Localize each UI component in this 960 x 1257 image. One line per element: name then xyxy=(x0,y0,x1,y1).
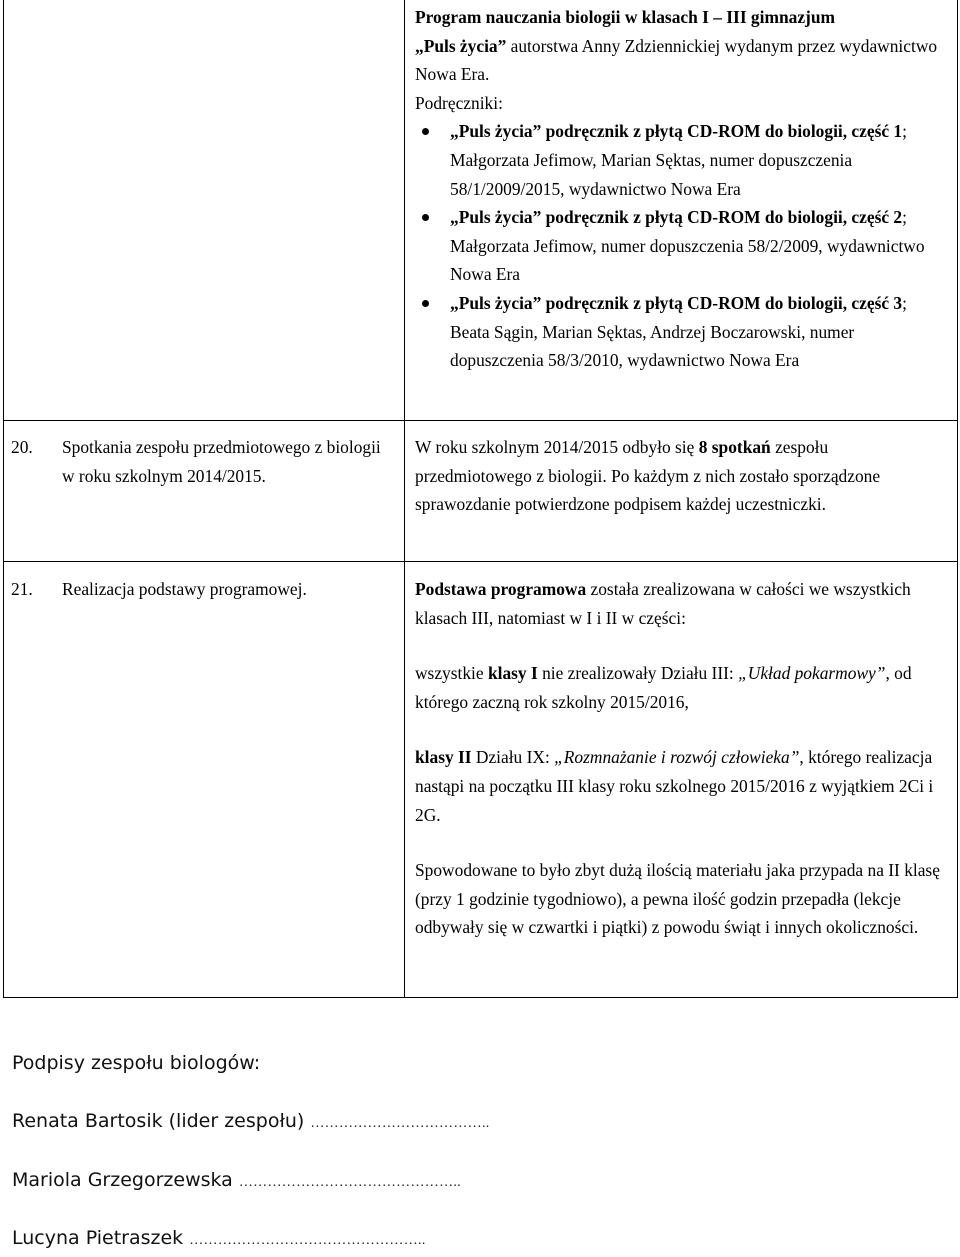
textbook-title: „Puls życia” podręcznik z płytą CD-ROM do biologii, część 3 xyxy=(450,292,903,313)
curriculum-intro xyxy=(415,575,945,632)
class2-text-b: , którego realizacja nastąpi na początku III klasy roku szkolnego 2015/2016 z wyjątkiem 2Ci i 2G. xyxy=(415,747,934,825)
curriculum-cell xyxy=(415,575,945,942)
column-divider xyxy=(404,0,405,997)
signature-line xyxy=(12,1227,426,1249)
row-number-21: 21. xyxy=(11,579,33,599)
textbook-details: ; Małgorzata Jefimow, numer dopuszczenia 58/2/2009, wydawnictwo Nowa Era xyxy=(450,207,925,285)
meetings-cell xyxy=(415,433,945,519)
meetings-text-before: W roku szkolnym 2014/2015 odbyło się xyxy=(415,437,699,457)
signer-name: Mariola Grzegorzewska xyxy=(12,1169,233,1191)
curriculum-reason: Spowodowane to było zbyt dużą ilością materiału jaka przypada na II klasę (przy 1 godzinie tygodniowo), a pewna ilość godzin przepadła (lekcje odbywały się w czwartki i piątki) z powodu świąt i innych okoliczności. xyxy=(415,860,940,938)
textbook-title: „Puls życia” podręcznik z płytą CD-ROM do biologii, część 1 xyxy=(450,121,903,142)
row-divider-20 xyxy=(4,420,957,421)
meetings-text xyxy=(415,433,945,519)
textbook-item xyxy=(415,203,945,289)
class1-topic: „Układ pokarmowy” xyxy=(738,663,886,684)
textbook-details: ; Małgorzata Jefimow, Marian Sęktas, numer dopuszczenia 58/1/2009/2015, wydawnictwo Nowa Era xyxy=(450,121,907,199)
report-table xyxy=(3,0,958,998)
meetings-count: 8 spotkań xyxy=(698,437,771,457)
signer-name: Lucyna Pietraszek xyxy=(12,1227,184,1249)
signer-name: Renata Bartosik (lider zespołu) xyxy=(12,1110,305,1132)
class1-text-b: nie zrealizowały Działu III: xyxy=(537,663,739,684)
program-title: „Puls życia” xyxy=(415,35,507,56)
signature-dots: ……………………………….. xyxy=(310,1116,490,1131)
textbook-details: ; Beata Sągin, Marian Sęktas, Andrzej Boczarowski, numer dopuszczenia 58/3/2010, wydawnictwo Nowa Era xyxy=(450,292,907,371)
textbook-item xyxy=(415,117,945,203)
curriculum-class-2 xyxy=(415,743,945,829)
textbook-item xyxy=(415,289,945,375)
class1-text-c: , od którego zaczną rok szkolny 2015/2016, xyxy=(415,663,912,712)
curriculum-intro-rest: została zrealizowana w całości we wszystkich klasach III, natomiast w I i II w części: xyxy=(415,579,911,628)
row-label-20: Spotkania zespołu przedmiotowego z biologii w roku szkolnym 2014/2015. xyxy=(62,437,381,486)
curriculum-class-1 xyxy=(415,659,945,716)
row-label-21: Realizacja podstawy programowej. xyxy=(62,579,307,599)
curriculum-intro-bold: Podstawa programowa xyxy=(415,579,587,599)
program-heading-rest: autorstwa Anny Zdziennickiej wydanym przez wydawnictwo Nowa Era. xyxy=(415,35,938,85)
class1-text-a: wszystkie xyxy=(415,663,488,684)
program-heading-line: Program nauczania biologii w klasach I – III gimnazjum xyxy=(415,7,835,27)
textbooks-label: Podręczniki: xyxy=(415,92,503,113)
program-cell xyxy=(415,3,945,375)
signatures-heading: Podpisy zespołu biologów: xyxy=(12,1052,261,1074)
textbook-title: „Puls życia” podręcznik z płytą CD-ROM do biologii, część 2 xyxy=(450,207,903,228)
class2-label: klasy II xyxy=(415,747,472,768)
row-number-20: 20. xyxy=(11,437,33,457)
signature-line xyxy=(12,1110,490,1132)
signature-line xyxy=(12,1169,461,1191)
meetings-text-after: zespołu przedmiotowego z biologii. Po każdym z nich zostało sporządzone sprawozdanie potwierdzone podpisem każdej uczestniczki. xyxy=(415,437,881,515)
class1-label: klasy I xyxy=(487,663,538,684)
program-heading xyxy=(415,3,945,89)
class2-topic: „Rozmnażanie i rozwój człowieka” xyxy=(554,747,800,768)
signature-dots: ……………………………………….. xyxy=(238,1175,461,1190)
row-divider-21 xyxy=(4,561,957,562)
signature-dots: ………………………………………….. xyxy=(189,1233,426,1248)
textbook-list xyxy=(415,117,945,374)
class2-text-a: Działu IX: xyxy=(471,747,555,768)
